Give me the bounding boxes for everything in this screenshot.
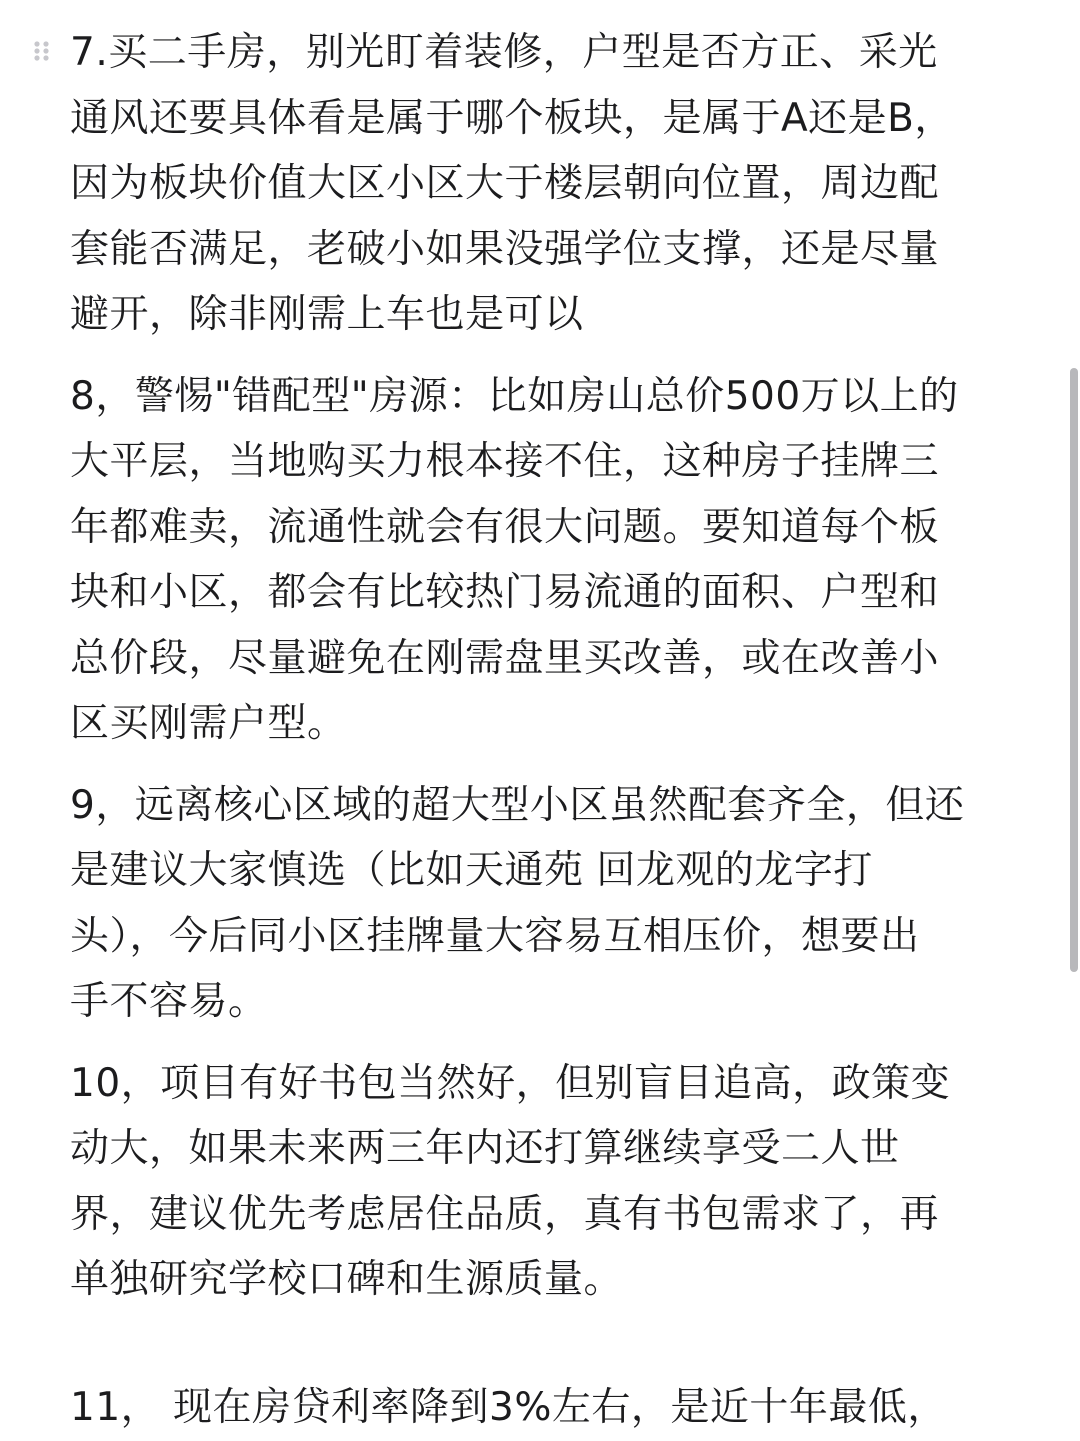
text-line: 10，项目有好书包当然好，但别盲目追高，政策变 [70,1060,951,1106]
paragraph-9 [70,773,1020,1035]
paragraph-8 [70,364,1020,757]
note-body[interactable] [70,20,1020,1430]
text-line: 是建议大家慎选（比如天通苑 回龙观的龙字打 [70,848,873,893]
text-line: 9，远离核心区域的超大型小区虽然配套齐全，但还 [70,782,965,828]
text-line: 总价段，尽量避免在刚需盘里买改善，或在改善小 [70,635,940,681]
text-line: 7.买二手房，别光盯着装修，户型是否方正、采光 [70,30,938,75]
text-line: 头），今后同小区挂牌量大容易互相压价，想要出 [70,913,920,959]
text-line: 大平层，当地购买力根本接不住，这种房子挂牌三 [70,439,940,484]
text-line: 动大，如果未来两三年内还打算继续享受二人世 [70,1126,900,1171]
text-line: 套能否满足，老破小如果没强学位支撑，还是尽量 [70,226,940,272]
text-line: 区买刚需户型。 [70,701,347,746]
text-line: 手不容易。 [70,979,268,1024]
text-line: 单独研究学校口碑和生源质量。 [70,1257,624,1302]
paragraph-7 [70,20,1020,348]
text-line: 通风还要具体看是属于哪个板块，是属于A还是B， [70,95,954,141]
paragraph-11 [70,1375,947,1441]
drag-handle-icon[interactable] [32,40,54,62]
text-line: 年都难卖，流通性就会有很大问题。要知道每个板 [70,504,940,550]
text-line: 11， 现在房贷利率降到3%左右，是近十年最低， [70,1385,947,1430]
text-line: 界，建议优先考虑居住品质，真有书包需求了，再 [70,1191,940,1237]
text-line: 避开，除非刚需上车也是可以 [70,292,584,337]
paragraph-10 [70,1051,1020,1313]
vertical-scrollbar[interactable] [1070,368,1078,972]
text-line: 因为板块价值大区小区大于楼层朝向位置，周边配 [70,161,940,206]
text-line: 块和小区，都会有比较热门易流通的面积、户型和 [70,570,940,615]
text-line: 8，警惕"错配型"房源：比如房山总价500万以上的 [70,373,959,419]
